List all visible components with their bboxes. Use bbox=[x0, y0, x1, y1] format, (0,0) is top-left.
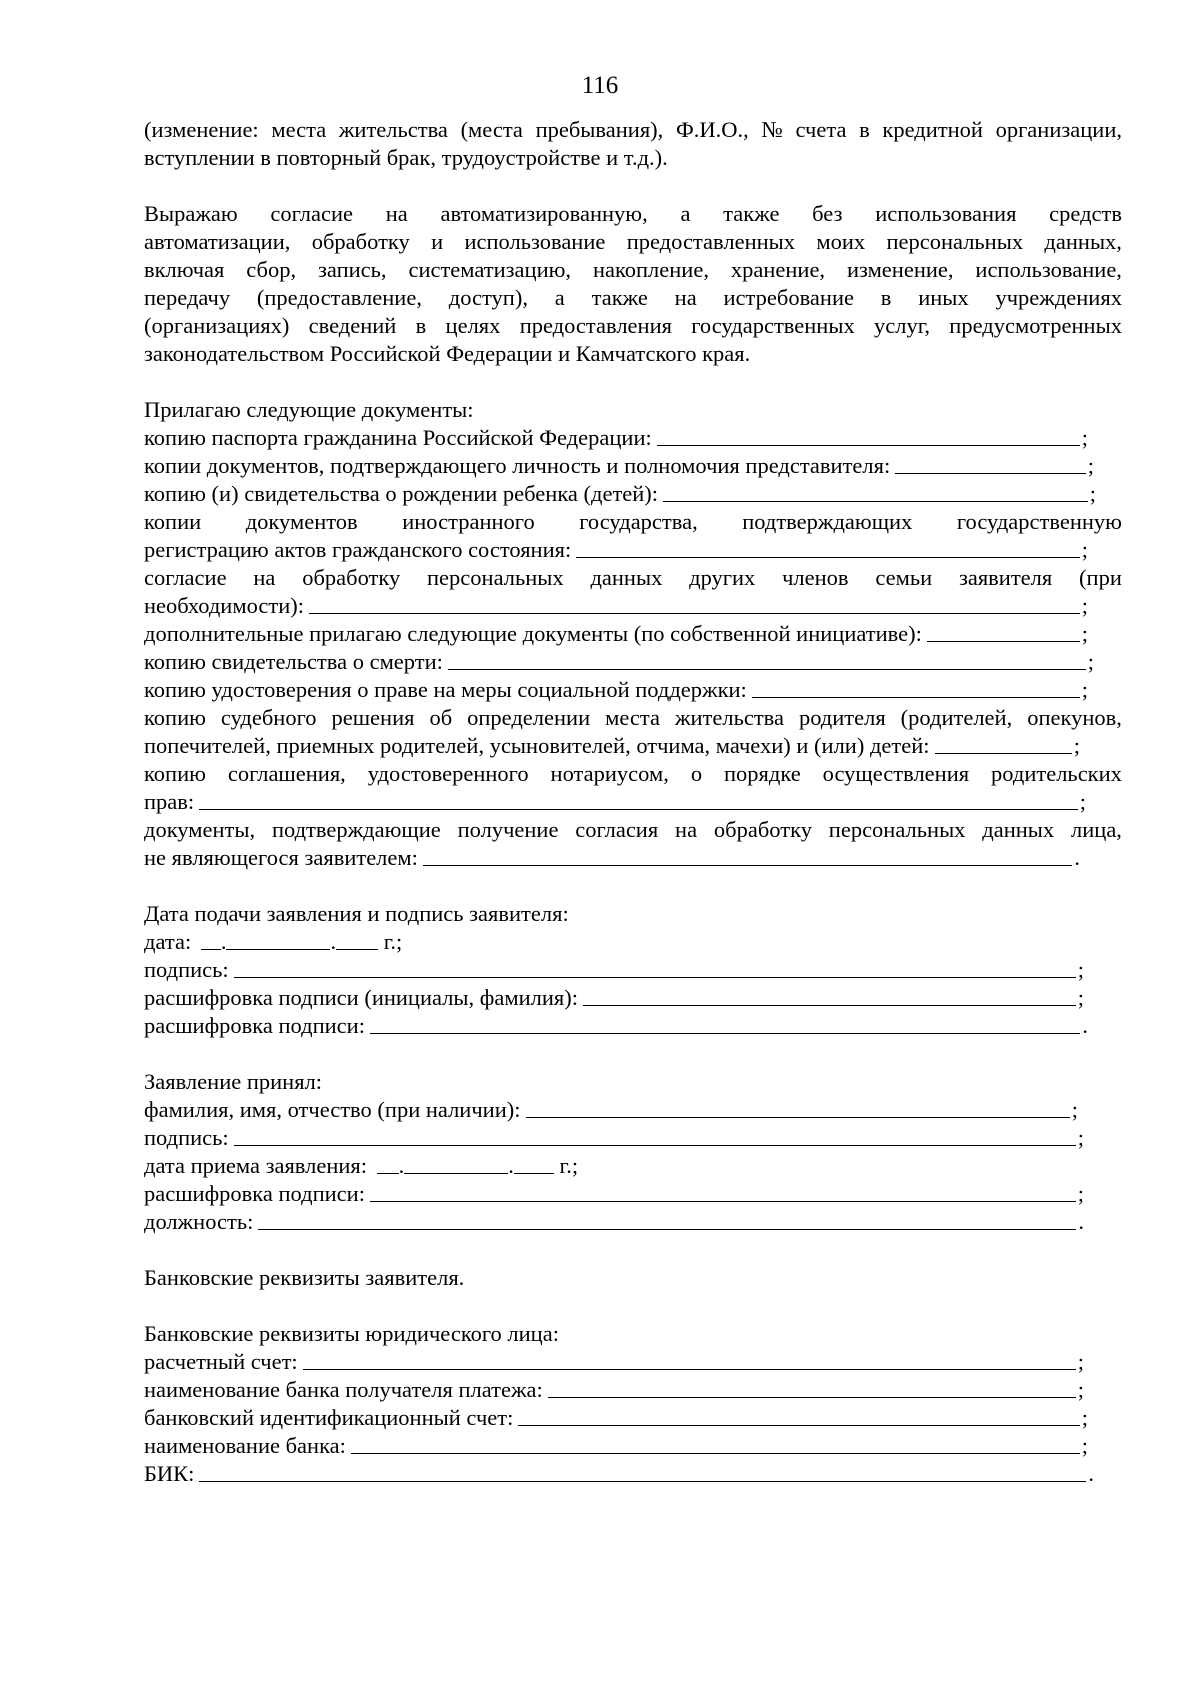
submission-date-field: дата: . . г.; bbox=[144, 929, 403, 954]
family-consent-field: необходимости): ; bbox=[144, 593, 1088, 618]
bank-account-field: расчетный счет: ; bbox=[144, 1349, 1084, 1374]
foreign-docs-line-1: копии документов иностранного государства, подтверждающих государственную bbox=[144, 509, 1122, 534]
bik-blank[interactable] bbox=[199, 1460, 1086, 1482]
notary-agreement-label: прав: bbox=[144, 789, 195, 814]
submission-signature-field: подпись: ; bbox=[144, 957, 1084, 982]
bank-account-label: расчетный счет: bbox=[144, 1349, 298, 1374]
submission-decoding-field: расшифровка подписи: . bbox=[144, 1013, 1088, 1038]
social-support-label: копию удостоверения о праве на меры социальной поддержки: bbox=[144, 677, 747, 702]
recipient-bank-field: наименование банка получателя платежа: ; bbox=[144, 1377, 1084, 1402]
death-certificate-blank[interactable] bbox=[448, 648, 1086, 670]
acceptance-decoding-label: расшифровка подписи: bbox=[144, 1181, 365, 1206]
representative-blank[interactable] bbox=[895, 452, 1086, 474]
submission-decoding-full-label: расшифровка подписи (инициалы, фамилия): bbox=[144, 985, 579, 1010]
acceptance-fio-blank[interactable] bbox=[526, 1096, 1070, 1118]
submission-day-blank[interactable] bbox=[201, 928, 221, 950]
family-consent-blank[interactable] bbox=[309, 592, 1080, 614]
family-consent-line-1: согласие на обработку персональных данных других членов семьи заявителя (при bbox=[144, 565, 1122, 590]
acceptance-fio-field: фамилия, имя, отчество (при наличии): ; bbox=[144, 1097, 1078, 1122]
notary-agreement-line-1: копию соглашения, удостоверенного нотариусом, о порядке осуществления родительских bbox=[144, 761, 1122, 786]
bank-name-label: наименование банка: bbox=[144, 1433, 346, 1458]
court-decision-field: попечителей, приемных родителей, усыновителей, отчима, мачехи) и (или) детей: ; bbox=[144, 733, 1080, 758]
birth-certificate-field: копию (и) свидетельства о рождении ребенка (детей): ; bbox=[144, 481, 1096, 506]
acceptance-decoding-blank[interactable] bbox=[370, 1180, 1076, 1202]
acceptance-signature-field: подпись: ; bbox=[144, 1125, 1084, 1150]
representative-label: копии документов, подтверждающего личность и полномочия представителя: bbox=[144, 453, 891, 478]
submission-heading: Дата подачи заявления и подпись заявителя: bbox=[144, 901, 569, 926]
foreign-docs-blank[interactable] bbox=[576, 536, 1079, 558]
bank-id-account-label: банковский идентификационный счет: bbox=[144, 1405, 514, 1430]
acceptance-date-label: дата приема заявления: bbox=[144, 1153, 368, 1178]
third-party-consent-line-1: документы, подтверждающие получение согласия на обработку персональных данных лица, bbox=[144, 817, 1122, 842]
acceptance-date-field: дата приема заявления: . . г.; bbox=[144, 1153, 579, 1178]
birth-certificate-label: копию (и) свидетельства о рождении ребенка (детей): bbox=[144, 481, 659, 506]
third-party-consent-field: не являющегося заявителем: . bbox=[144, 845, 1080, 870]
death-certificate-field: копию свидетельства о смерти: ; bbox=[144, 649, 1094, 674]
passport-label: копию паспорта гражданина Российской Федерации: bbox=[144, 425, 652, 450]
death-certificate-label: копию свидетельства о смерти: bbox=[144, 649, 443, 674]
foreign-docs-label: регистрацию актов гражданского состояния: bbox=[144, 537, 572, 562]
additional-docs-label: дополнительные прилагаю следующие документы (по собственной инициативе): bbox=[144, 621, 922, 646]
court-decision-label: попечителей, приемных родителей, усыновителей, отчима, мачехи) и (или) детей: bbox=[144, 733, 930, 758]
passport-blank[interactable] bbox=[657, 424, 1080, 446]
family-consent-label: необходимости): bbox=[144, 593, 305, 618]
attachments-heading: Прилагаю следующие документы: bbox=[144, 397, 474, 422]
birth-certificate-blank[interactable] bbox=[663, 480, 1088, 502]
acceptance-day-blank[interactable] bbox=[377, 1152, 399, 1174]
consent-line-6: законодательством Российской Федерации и Камчатского края. bbox=[144, 341, 751, 366]
submission-decoding-blank[interactable] bbox=[370, 1012, 1080, 1034]
bank-applicant-heading: Банковские реквизиты заявителя. bbox=[144, 1265, 465, 1290]
bik-label: БИК: bbox=[144, 1461, 195, 1486]
consent-line-2: автоматизации, обработку и использование предоставленных моих персональных данных, bbox=[144, 229, 1122, 254]
social-support-field: копию удостоверения о праве на меры социальной поддержки: ; bbox=[144, 677, 1088, 702]
passport-field: копию паспорта гражданина Российской Федерации: ; bbox=[144, 425, 1088, 450]
foreign-docs-field: регистрацию актов гражданского состояния: ; bbox=[144, 537, 1088, 562]
acceptance-decoding-field: расшифровка подписи: ; bbox=[144, 1181, 1084, 1206]
submission-decoding-full-field: расшифровка подписи (инициалы, фамилия): ; bbox=[144, 985, 1084, 1010]
acceptance-signature-label: подпись: bbox=[144, 1125, 229, 1150]
notary-agreement-blank[interactable] bbox=[199, 788, 1078, 810]
consent-line-1: Выражаю согласие на автоматизированную, а также без использования средств bbox=[144, 201, 1122, 226]
consent-line-5: (организациях) сведений в целях предоставления государственных услуг, предусмотренных bbox=[144, 313, 1122, 338]
acceptance-month-blank[interactable] bbox=[404, 1152, 508, 1174]
submission-date-label: дата: bbox=[144, 929, 192, 954]
acceptance-signature-blank[interactable] bbox=[234, 1124, 1076, 1146]
bank-account-blank[interactable] bbox=[303, 1348, 1076, 1370]
intro-line-2: вступлении в повторный брак, трудоустройстве и т.д.). bbox=[144, 145, 668, 170]
bank-id-account-field: банковский идентификационный счет: ; bbox=[144, 1405, 1088, 1430]
representative-field: копии документов, подтверждающего личность и полномочия представителя: ; bbox=[144, 453, 1094, 478]
acceptance-fio-label: фамилия, имя, отчество (при наличии): bbox=[144, 1097, 521, 1122]
bik-field: БИК: . bbox=[144, 1461, 1094, 1486]
additional-docs-field: дополнительные прилагаю следующие документы (по собственной инициативе): ; bbox=[144, 621, 1088, 646]
form-content bbox=[144, 116, 1122, 1488]
bank-legal-heading: Банковские реквизиты юридического лица: bbox=[144, 1321, 559, 1346]
consent-line-4: передачу (предоставление, доступ), а также на истребование в иных учреждениях bbox=[144, 285, 1122, 310]
additional-docs-blank[interactable] bbox=[927, 620, 1080, 642]
third-party-consent-label: не являющегося заявителем: bbox=[144, 845, 418, 870]
court-decision-blank[interactable] bbox=[935, 732, 1072, 754]
bank-name-field: наименование банка: ; bbox=[144, 1433, 1088, 1458]
submission-decoding-full-blank[interactable] bbox=[583, 984, 1076, 1006]
court-decision-line-1: копию судебного решения об определении места жительства родителя (родителей, опекунов, bbox=[144, 705, 1122, 730]
consent-line-3: включая сбор, запись, систематизацию, накопление, хранение, изменение, использование, bbox=[144, 257, 1122, 282]
submission-signature-blank[interactable] bbox=[234, 956, 1076, 978]
bank-name-blank[interactable] bbox=[351, 1432, 1080, 1454]
submission-decoding-label: расшифровка подписи: bbox=[144, 1013, 365, 1038]
recipient-bank-label: наименование банка получателя платежа: bbox=[144, 1377, 543, 1402]
social-support-blank[interactable] bbox=[752, 676, 1080, 698]
third-party-consent-blank[interactable] bbox=[423, 844, 1072, 866]
acceptance-position-label: должность: bbox=[144, 1209, 254, 1234]
submission-month-blank[interactable] bbox=[226, 928, 330, 950]
submission-year-suffix: г.; bbox=[383, 929, 403, 954]
acceptance-heading: Заявление принял: bbox=[144, 1069, 323, 1094]
acceptance-position-field: должность: . bbox=[144, 1209, 1084, 1234]
recipient-bank-blank[interactable] bbox=[548, 1376, 1076, 1398]
acceptance-position-blank[interactable] bbox=[258, 1208, 1076, 1230]
acceptance-year-blank[interactable] bbox=[514, 1152, 554, 1174]
submission-year-blank[interactable] bbox=[336, 928, 378, 950]
bank-id-account-blank[interactable] bbox=[518, 1404, 1079, 1426]
notary-agreement-field: прав: ; bbox=[144, 789, 1086, 814]
acceptance-year-suffix: г.; bbox=[559, 1153, 579, 1178]
intro-line-1: (изменение: места жительства (места пребывания), Ф.И.О., № счета в кредитной организации, bbox=[144, 117, 1122, 142]
page-number: 116 bbox=[581, 72, 619, 99]
submission-signature-label: подпись: bbox=[144, 957, 229, 982]
